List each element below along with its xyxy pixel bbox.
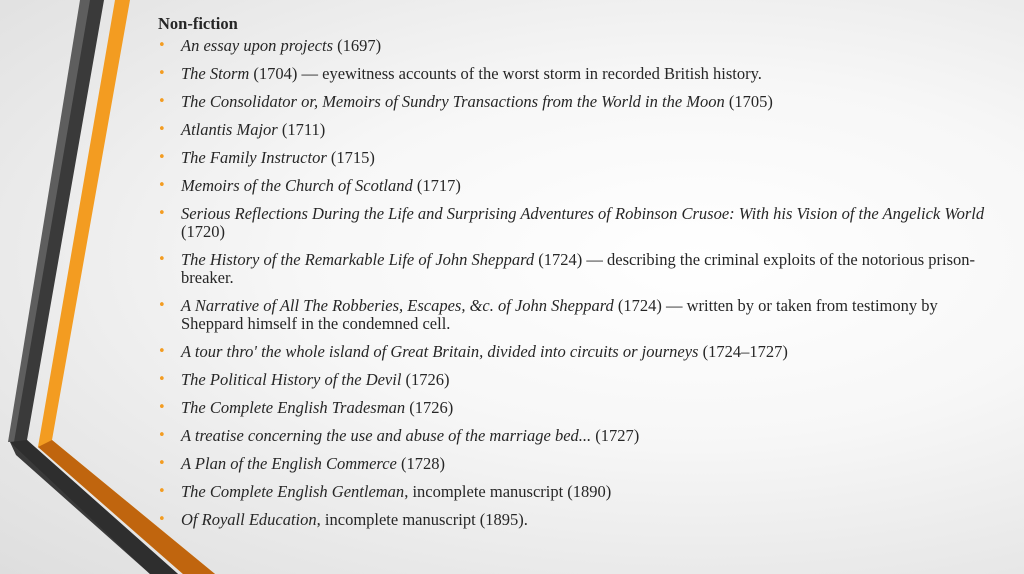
bullet-icon: • bbox=[158, 94, 166, 109]
bullet-icon: • bbox=[158, 150, 166, 165]
work-title: The Storm bbox=[181, 64, 250, 83]
work-title: A treatise concerning the use and abuse of the marriage bed... bbox=[181, 426, 592, 445]
bullet-icon: • bbox=[158, 400, 166, 415]
work-detail: (1726) bbox=[405, 398, 454, 417]
work-title: The History of the Remarkable Life of John Sheppard bbox=[181, 250, 535, 269]
list-item bbox=[158, 399, 988, 417]
work-title: An essay upon projects bbox=[181, 36, 333, 55]
list-item bbox=[158, 427, 988, 445]
work-title: A Plan of the English Commerce bbox=[181, 454, 397, 473]
bullet-icon: • bbox=[158, 38, 166, 53]
work-detail: (1724) — written by or taken from testimony by Sheppard himself in the condemned cell. bbox=[181, 296, 938, 333]
bullet-icon: • bbox=[158, 344, 166, 359]
work-title: The Political History of the Devil bbox=[181, 370, 402, 389]
work-detail: , incomplete manuscript (1895). bbox=[316, 510, 528, 529]
work-detail: (1704) — eyewitness accounts of the worst storm in recorded British history. bbox=[249, 64, 762, 83]
list-item bbox=[158, 149, 988, 167]
work-detail: (1720) bbox=[181, 222, 225, 241]
slide-heading: Non-fiction bbox=[158, 14, 238, 33]
work-title: A Narrative of All The Robberies, Escapes, &c. of John Sheppard bbox=[181, 296, 614, 315]
work-title: The Family Instructor bbox=[181, 148, 327, 167]
bullet-icon: • bbox=[158, 66, 166, 81]
work-detail: (1717) bbox=[412, 176, 461, 195]
bullet-icon: • bbox=[158, 298, 166, 313]
list-item bbox=[158, 511, 988, 529]
list-item bbox=[158, 65, 988, 83]
list-item bbox=[158, 483, 988, 501]
work-detail: (1724) — describing the criminal exploits of the notorious prison-breaker. bbox=[181, 250, 976, 287]
work-title: Serious Reflections During the Life and Surprising Adventures of Robinson Crusoe: With his Vision of the Angelick World bbox=[181, 204, 985, 223]
work-detail: (1711) bbox=[277, 120, 326, 139]
work-detail: (1724–1727) bbox=[698, 342, 788, 361]
slide-content bbox=[158, 14, 988, 539]
bullet-icon: • bbox=[158, 428, 166, 443]
bullet-icon: • bbox=[158, 484, 166, 499]
work-title: Of Royall Education bbox=[181, 510, 317, 529]
list-item bbox=[158, 121, 988, 139]
list-item bbox=[158, 297, 988, 333]
bullet-icon: • bbox=[158, 206, 166, 221]
bullet-icon: • bbox=[158, 252, 166, 267]
work-detail: (1697) bbox=[333, 36, 382, 55]
list-item bbox=[158, 251, 988, 287]
bullet-icon: • bbox=[158, 512, 166, 527]
bullet-icon: • bbox=[158, 122, 166, 137]
work-title: The Complete English Tradesman bbox=[181, 398, 406, 417]
list-item bbox=[158, 371, 988, 389]
work-title: The Consolidator or, Memoirs of Sundry Transactions from the World in the Moon bbox=[181, 92, 725, 111]
work-detail: (1728) bbox=[396, 454, 445, 473]
list-item bbox=[158, 455, 988, 473]
bullet-icon: • bbox=[158, 178, 166, 193]
bullet-list bbox=[158, 37, 988, 529]
work-detail: , incomplete manuscript (1890) bbox=[404, 482, 612, 501]
work-title: A tour thro' the whole island of Great Britain, divided into circuits or journeys bbox=[181, 342, 699, 361]
work-title: Memoirs of the Church of Scotland bbox=[181, 176, 413, 195]
bullet-icon: • bbox=[158, 456, 166, 471]
list-item bbox=[158, 37, 988, 55]
work-title: The Complete English Gentleman bbox=[181, 482, 405, 501]
list-item bbox=[158, 205, 988, 241]
bullet-icon: • bbox=[158, 372, 166, 387]
work-detail: (1726) bbox=[401, 370, 450, 389]
dark-lower-band bbox=[10, 440, 178, 574]
work-detail: (1705) bbox=[724, 92, 773, 111]
list-item bbox=[158, 177, 988, 195]
work-title: Atlantis Major bbox=[181, 120, 278, 139]
work-detail: (1727) bbox=[591, 426, 640, 445]
work-detail: (1715) bbox=[326, 148, 375, 167]
list-item bbox=[158, 343, 988, 361]
list-item bbox=[158, 93, 988, 111]
